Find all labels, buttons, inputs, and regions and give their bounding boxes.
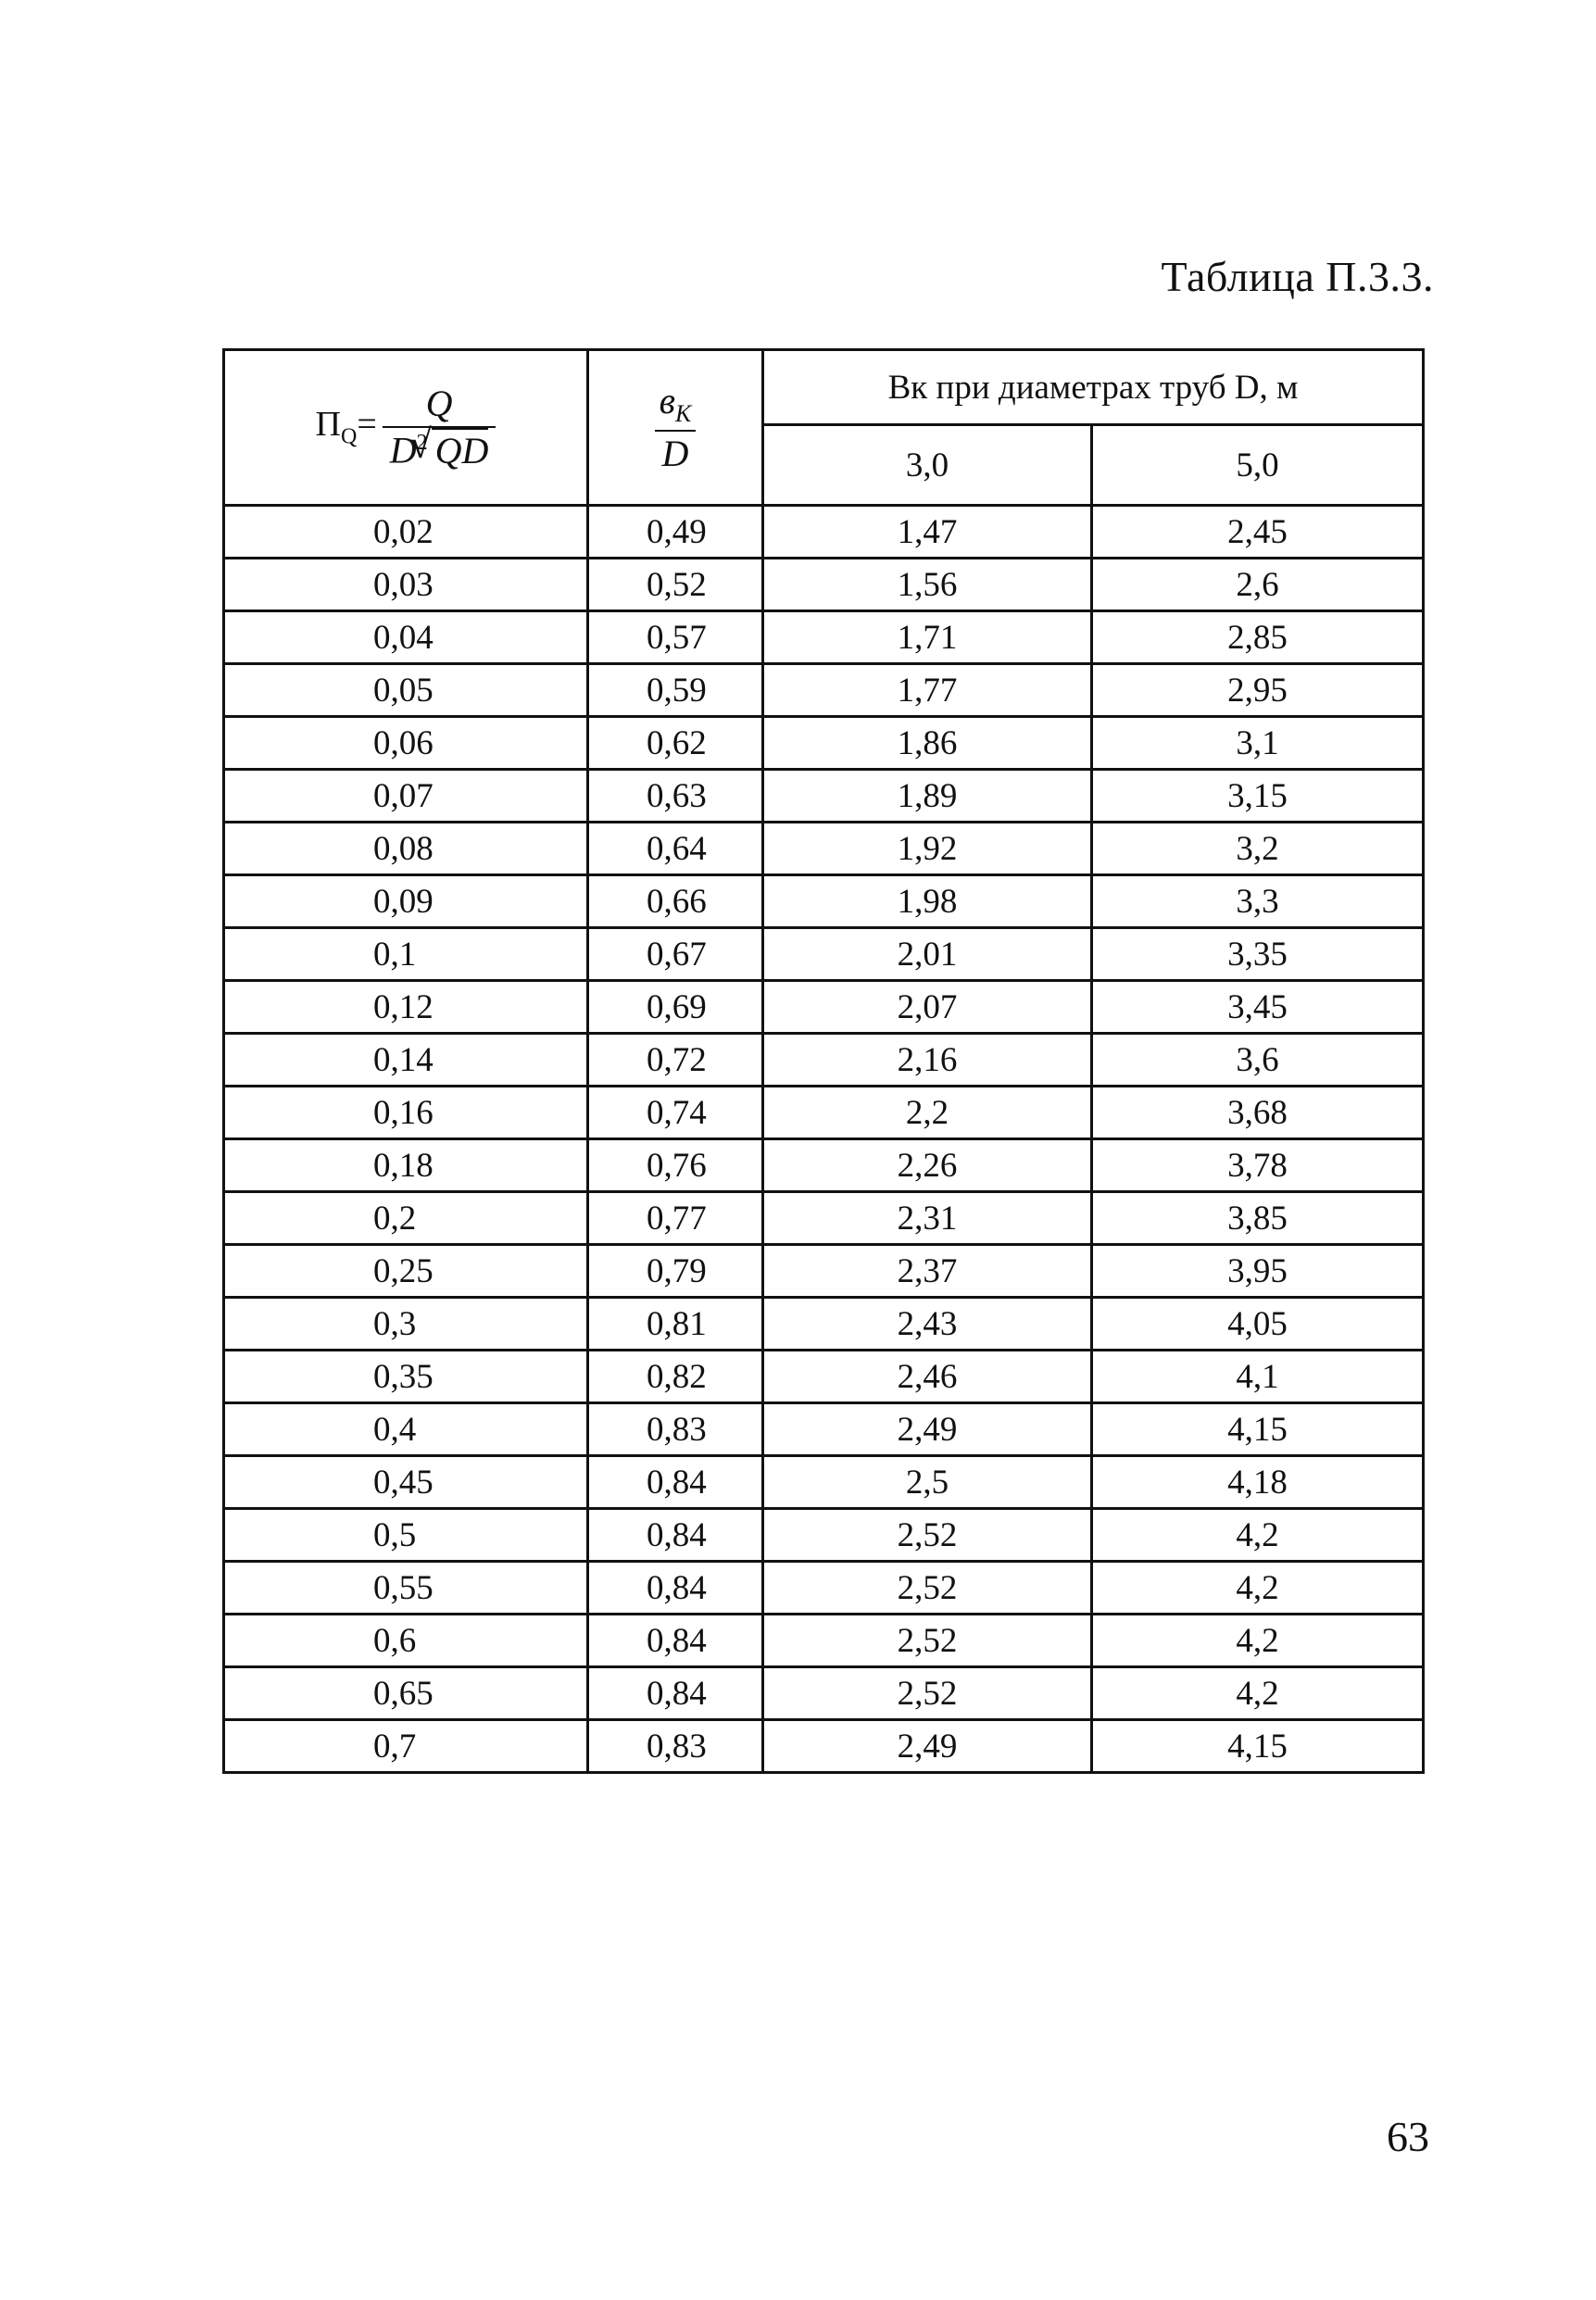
table-cell: 2,16 bbox=[763, 1034, 1092, 1087]
table-cell: 0,84 bbox=[588, 1509, 763, 1562]
table-cell: 1,47 bbox=[763, 506, 1092, 559]
table-cell: 3,68 bbox=[1092, 1087, 1424, 1139]
table-cell: 3,35 bbox=[1092, 928, 1424, 981]
table-cell: 0,18 bbox=[224, 1139, 588, 1192]
table-cell: 0,83 bbox=[588, 1720, 763, 1773]
table-cell: 0,59 bbox=[588, 664, 763, 717]
table-cell: 0,7 bbox=[224, 1720, 588, 1773]
table-row bbox=[224, 770, 1424, 823]
table-cell: 0,52 bbox=[588, 559, 763, 611]
table-cell: 2,52 bbox=[763, 1615, 1092, 1667]
table-cell: 0,2 bbox=[224, 1192, 588, 1245]
table-cell: 0,76 bbox=[588, 1139, 763, 1192]
table-cell: 3,1 bbox=[1092, 717, 1424, 770]
header-pi-q bbox=[224, 350, 588, 506]
header-d-3: 3,0 bbox=[763, 425, 1092, 506]
table-cell: 1,92 bbox=[763, 823, 1092, 875]
table-cell: 0,67 bbox=[588, 928, 763, 981]
header-group-title: Вк при диаметрах труб D, м bbox=[763, 350, 1424, 425]
table-row bbox=[224, 1720, 1424, 1773]
table-cell: 4,2 bbox=[1092, 1562, 1424, 1615]
table-cell: 2,52 bbox=[763, 1667, 1092, 1720]
table-row bbox=[224, 611, 1424, 664]
table-cell: 2,37 bbox=[763, 1245, 1092, 1298]
table-cell: 3,78 bbox=[1092, 1139, 1424, 1192]
table-cell: 3,85 bbox=[1092, 1192, 1424, 1245]
table-cell: 3,6 bbox=[1092, 1034, 1424, 1087]
table-cell: 0,79 bbox=[588, 1245, 763, 1298]
table-cell: 0,45 bbox=[224, 1456, 588, 1509]
table-cell: 2,43 bbox=[763, 1298, 1092, 1351]
table-cell: 2,85 bbox=[1092, 611, 1424, 664]
table-row bbox=[224, 1562, 1424, 1615]
header-d-5: 5,0 bbox=[1092, 425, 1424, 506]
table-cell: 0,81 bbox=[588, 1298, 763, 1351]
table-cell: 4,2 bbox=[1092, 1509, 1424, 1562]
table-row bbox=[224, 1509, 1424, 1562]
table-row bbox=[224, 506, 1424, 559]
table-cell: 0,06 bbox=[224, 717, 588, 770]
table-cell: 0,3 bbox=[224, 1298, 588, 1351]
table-cell: 0,16 bbox=[224, 1087, 588, 1139]
table-cell: 0,6 bbox=[224, 1615, 588, 1667]
table-cell: 1,86 bbox=[763, 717, 1092, 770]
table-cell: 0,57 bbox=[588, 611, 763, 664]
table-cell: 0,69 bbox=[588, 981, 763, 1034]
pi-q-formula: $П_Q=$ $\frac{Q}{D^2√ QD}$ bbox=[316, 385, 496, 469]
table-cell: 2,31 bbox=[763, 1192, 1092, 1245]
table-cell: 3,45 bbox=[1092, 981, 1424, 1034]
table-cell: 1,77 bbox=[763, 664, 1092, 717]
table-cell: 0,14 bbox=[224, 1034, 588, 1087]
table-cell: 0,64 bbox=[588, 823, 763, 875]
table-cell: 0,25 bbox=[224, 1245, 588, 1298]
table-cell: 4,15 bbox=[1092, 1720, 1424, 1773]
table-cell: 0,66 bbox=[588, 875, 763, 928]
table-cell: 0,02 bbox=[224, 506, 588, 559]
table-cell: 0,04 bbox=[224, 611, 588, 664]
table-cell: 2,49 bbox=[763, 1720, 1092, 1773]
table-cell: 0,4 bbox=[224, 1403, 588, 1456]
table-row bbox=[224, 1192, 1424, 1245]
table-cell: 4,2 bbox=[1092, 1667, 1424, 1720]
table-cell: 3,15 bbox=[1092, 770, 1424, 823]
table-cell: 0,84 bbox=[588, 1615, 763, 1667]
table-row bbox=[224, 823, 1424, 875]
table-cell: 2,26 bbox=[763, 1139, 1092, 1192]
table-cell: 0,84 bbox=[588, 1562, 763, 1615]
table-cell: 0,83 bbox=[588, 1403, 763, 1456]
table-cell: 0,05 bbox=[224, 664, 588, 717]
table-cell: 0,5 bbox=[224, 1509, 588, 1562]
table-row bbox=[224, 1034, 1424, 1087]
table-cell: 0,08 bbox=[224, 823, 588, 875]
table-cell: 0,63 bbox=[588, 770, 763, 823]
header-row bbox=[224, 350, 1424, 425]
header-bk-over-d: $\frac{в_К}{D}$ bbox=[588, 350, 763, 506]
table-row bbox=[224, 1667, 1424, 1720]
table-cell: 0,62 bbox=[588, 717, 763, 770]
table-cell: 2,95 bbox=[1092, 664, 1424, 717]
table-row bbox=[224, 664, 1424, 717]
table-cell: 2,01 bbox=[763, 928, 1092, 981]
table-row bbox=[224, 1139, 1424, 1192]
table-cell: 4,2 bbox=[1092, 1615, 1424, 1667]
table-cell: 0,84 bbox=[588, 1667, 763, 1720]
table-row bbox=[224, 1615, 1424, 1667]
table-cell: 2,07 bbox=[763, 981, 1092, 1034]
table-row bbox=[224, 1403, 1424, 1456]
table-cell: 2,6 bbox=[1092, 559, 1424, 611]
table-cell: 0,55 bbox=[224, 1562, 588, 1615]
table-cell: 0,03 bbox=[224, 559, 588, 611]
table-cell: 1,56 bbox=[763, 559, 1092, 611]
table-row bbox=[224, 1456, 1424, 1509]
table-cell: 1,71 bbox=[763, 611, 1092, 664]
table-cell: 3,3 bbox=[1092, 875, 1424, 928]
table-cell: 0,09 bbox=[224, 875, 588, 928]
table-row bbox=[224, 1245, 1424, 1298]
table-row bbox=[224, 559, 1424, 611]
table-cell: 0,65 bbox=[224, 1667, 588, 1720]
table-cell: 0,35 bbox=[224, 1351, 588, 1403]
table-cell: 2,49 bbox=[763, 1403, 1092, 1456]
table-cell: 0,82 bbox=[588, 1351, 763, 1403]
table-cell: 0,49 bbox=[588, 506, 763, 559]
table-cell: 0,12 bbox=[224, 981, 588, 1034]
table-cell: 2,45 bbox=[1092, 506, 1424, 559]
table-cell: 0,1 bbox=[224, 928, 588, 981]
table-cell: 3,95 bbox=[1092, 1245, 1424, 1298]
table-cell: 2,46 bbox=[763, 1351, 1092, 1403]
table-cell: 0,77 bbox=[588, 1192, 763, 1245]
table-row bbox=[224, 981, 1424, 1034]
table-caption: Таблица П.3.3. bbox=[1161, 253, 1434, 300]
table-cell: 0,72 bbox=[588, 1034, 763, 1087]
table-row bbox=[224, 875, 1424, 928]
table-row bbox=[224, 1087, 1424, 1139]
table-cell: 1,89 bbox=[763, 770, 1092, 823]
table-row bbox=[224, 1351, 1424, 1403]
table-cell: 2,52 bbox=[763, 1562, 1092, 1615]
table-cell: 4,18 bbox=[1092, 1456, 1424, 1509]
table-cell: 3,2 bbox=[1092, 823, 1424, 875]
table-cell: 0,74 bbox=[588, 1087, 763, 1139]
table-cell: 1,98 bbox=[763, 875, 1092, 928]
table-cell: 2,5 bbox=[763, 1456, 1092, 1509]
table-row bbox=[224, 928, 1424, 981]
data-table bbox=[222, 348, 1425, 1774]
table-row bbox=[224, 1298, 1424, 1351]
table-cell: 2,52 bbox=[763, 1509, 1092, 1562]
table-cell: 4,15 bbox=[1092, 1403, 1424, 1456]
table-cell: 2,2 bbox=[763, 1087, 1092, 1139]
table-cell: 4,05 bbox=[1092, 1298, 1424, 1351]
table-cell: 4,1 bbox=[1092, 1351, 1424, 1403]
page-number: 63 bbox=[1387, 2113, 1429, 2160]
table-cell: 0,07 bbox=[224, 770, 588, 823]
table-cell: 0,84 bbox=[588, 1456, 763, 1509]
table-row bbox=[224, 717, 1424, 770]
